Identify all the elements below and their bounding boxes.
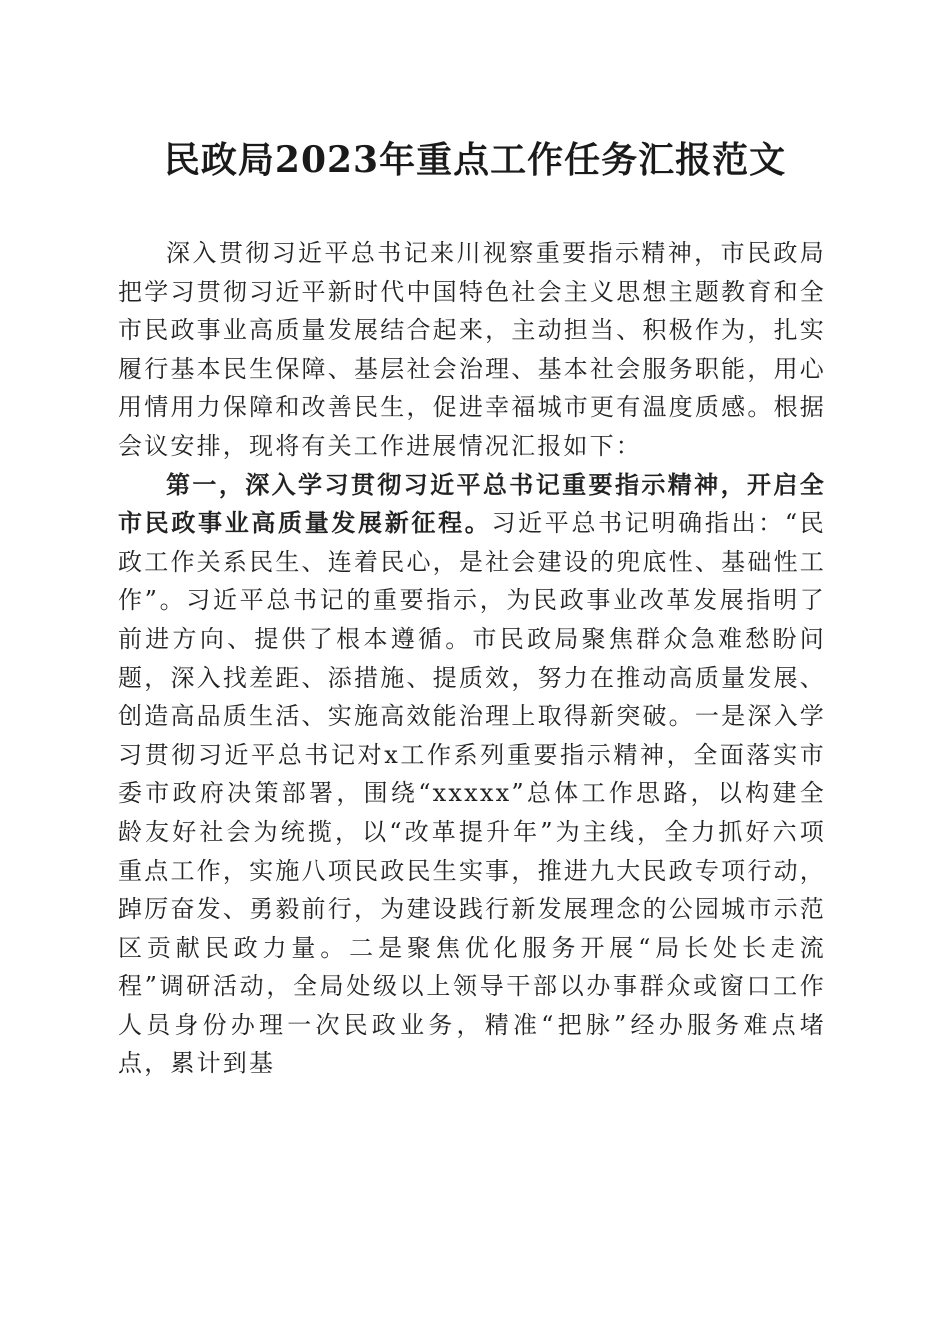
paragraph-first-point-heading: 第一，深入学习贯彻习近平总书记重要指示精神，开启全市民政事业高质量发展新征程。 (118, 469, 826, 538)
paragraph-intro (118, 234, 826, 466)
paragraph-first-point (118, 466, 826, 1084)
document-title: 民政局2023年重点工作任务汇报范文 (163, 139, 787, 181)
paragraph-intro-text: 深入贯彻习近平总书记来川视察重要指示精神，市民政局把学习贯彻习近平新时代中国特色社会主义思想主题教育和全市民政事业高质量发展结合起来，主动担当、积极作为，扎实履行基本民生保障、基层社会治理、基本社会服务职能，用心用情用力保障和改善民生，促进幸福城市更有温度质感。根据会议安排，现将有关工作进展情况汇报如下： (118, 239, 826, 460)
paragraph-first-point-text: 习近平总书记明确指出：“民政工作关系民生、连着民心，是社会建设的兜底性、基础性工作”。习近平总书记的重要指示，为民政事业改革发展指明了前进方向、提供了根本遵循。市民政局聚焦群众急难愁盼问题，深入找差距、添措施、提质效，努力在推动高质量发展、创造高品质生活、实施高效能治理上取得新突破。一是深入学习贯彻习近平总书记对x工作系列重要指示精神，全面落实市委市政府决策部署，围绕“xxxxx”总体工作思路，以构建全龄友好社会为统揽，以“改革提升年”为主线，全力抓好六项重点工作，实施八项民政民生实事，推进九大民政专项行动，踔厉奋发、勇毅前行，为建设践行新发展理念的公园城市示范区贡献民政力量。二是聚焦优化服务开展“局长处长走流程”调研活动，全局处级以上领导干部以办事群众或窗口工作人员身份办理一次民政业务，精准“把脉”经办服务难点堵点，累计到基 (118, 509, 826, 1078)
document-body (118, 234, 826, 1083)
